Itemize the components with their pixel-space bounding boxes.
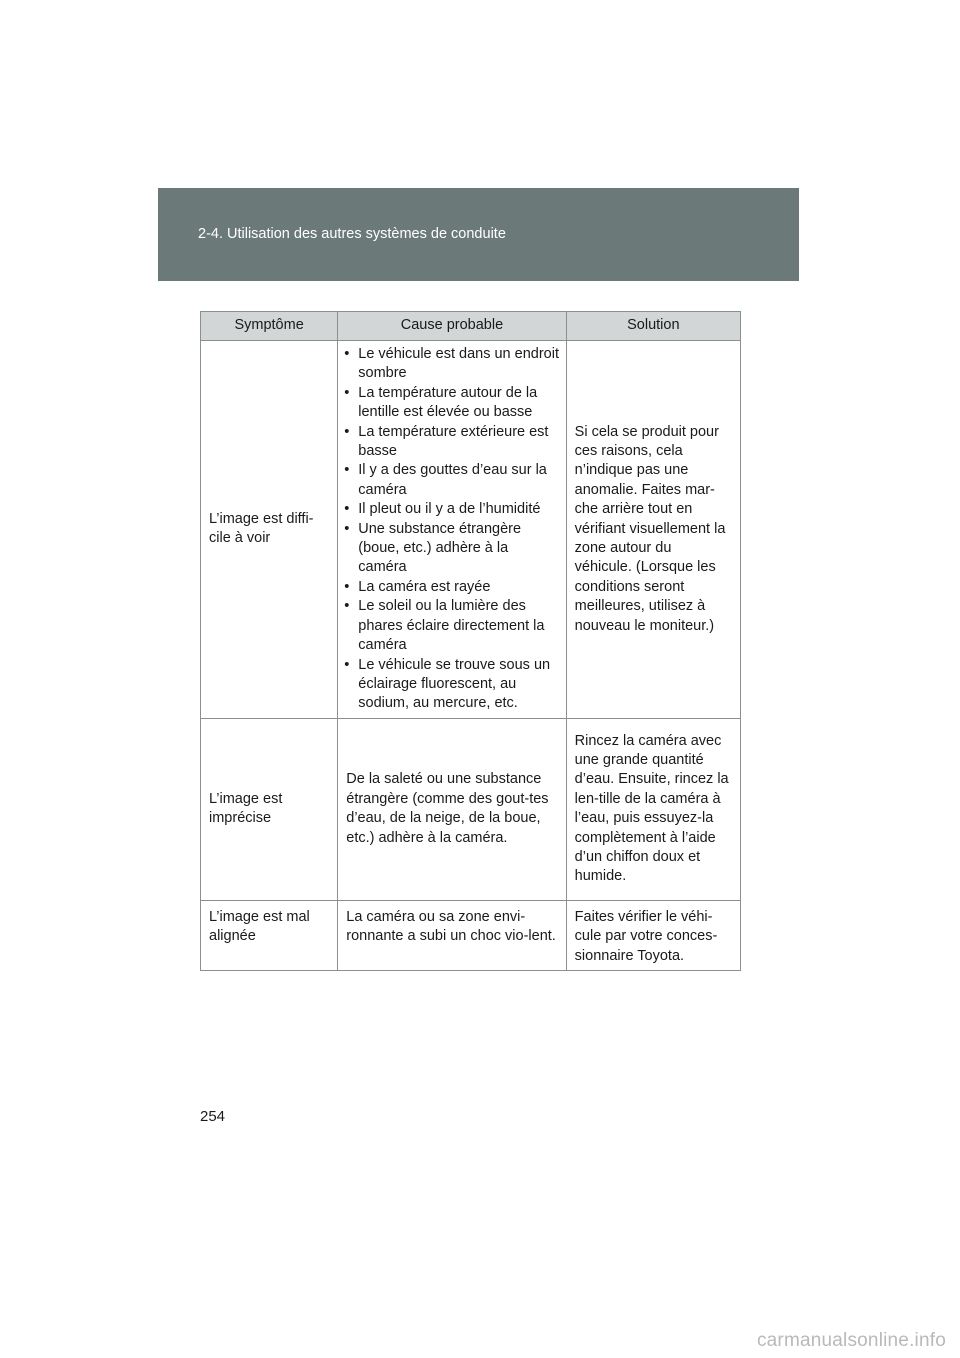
symptom-cell: L’image est imprécise	[201, 718, 338, 900]
list-item: • Le soleil ou la lumière des phares éclaire directement la caméra	[344, 597, 559, 655]
solution-cell: Faites vérifier le véhi-cule par votre conces-sionnaire Toyota.	[566, 900, 740, 970]
table-row	[201, 718, 741, 900]
cause-cell: De la saleté ou une substance étrangère (comme des gout-tes d’eau, de la neige, de la boue, etc.) adhère à la caméra.	[338, 718, 566, 900]
solution-cell: Si cela se produit pour ces raisons, cela n’indique pas une anomalie. Faites mar-che arrière tout en vérifiant visuellement la zone autour du véhicule. (Lorsque les conditions seront meilleures, utilisez à nouveau le moniteur.)	[566, 341, 740, 719]
list-item: • La caméra est rayée	[344, 578, 559, 597]
column-header-symptom: Symptôme	[201, 312, 338, 341]
section-title: 2-4. Utilisation des autres systèmes de conduite	[198, 226, 506, 242]
table-row	[201, 341, 741, 719]
symptom-cell: L’image est diffi- cile à voir	[201, 341, 338, 719]
cause-cell	[338, 341, 566, 719]
list-item: • Il pleut ou il y a de l’humidité	[344, 500, 559, 519]
list-item: • La température autour de la lentille est élevée ou basse	[344, 384, 559, 423]
list-item: • La température extérieure est basse	[344, 423, 559, 462]
list-item: • Le véhicule est dans un endroit sombre	[344, 345, 559, 384]
table-row	[201, 900, 741, 970]
cause-list	[344, 345, 559, 714]
solution-cell: Rincez la caméra avec une grande quantité d’eau. Ensuite, rincez la len-tille de la caméra à l’eau, puis essuyez-la complètement à l’aide d’un chiffon doux et humide.	[566, 718, 740, 900]
column-header-solution: Solution	[566, 312, 740, 341]
list-item: • Une substance étrangère (boue, etc.) adhère à la caméra	[344, 520, 559, 578]
table-header-row	[201, 312, 741, 341]
section-header-band	[158, 188, 799, 281]
list-item: • Le véhicule se trouve sous un éclairage fluorescent, au sodium, au mercure, etc.	[344, 656, 559, 714]
column-header-cause: Cause probable	[338, 312, 566, 341]
list-item: • Il y a des gouttes d’eau sur la caméra	[344, 461, 559, 500]
symptom-cell: L’image est mal alignée	[201, 900, 338, 970]
page-number: 254	[200, 1108, 226, 1125]
watermark-text: carmanualsonline.info	[756, 1330, 946, 1351]
troubleshooting-table	[200, 311, 741, 971]
cause-cell: La caméra ou sa zone envi-ronnante a subi un choc vio-lent.	[338, 900, 566, 970]
